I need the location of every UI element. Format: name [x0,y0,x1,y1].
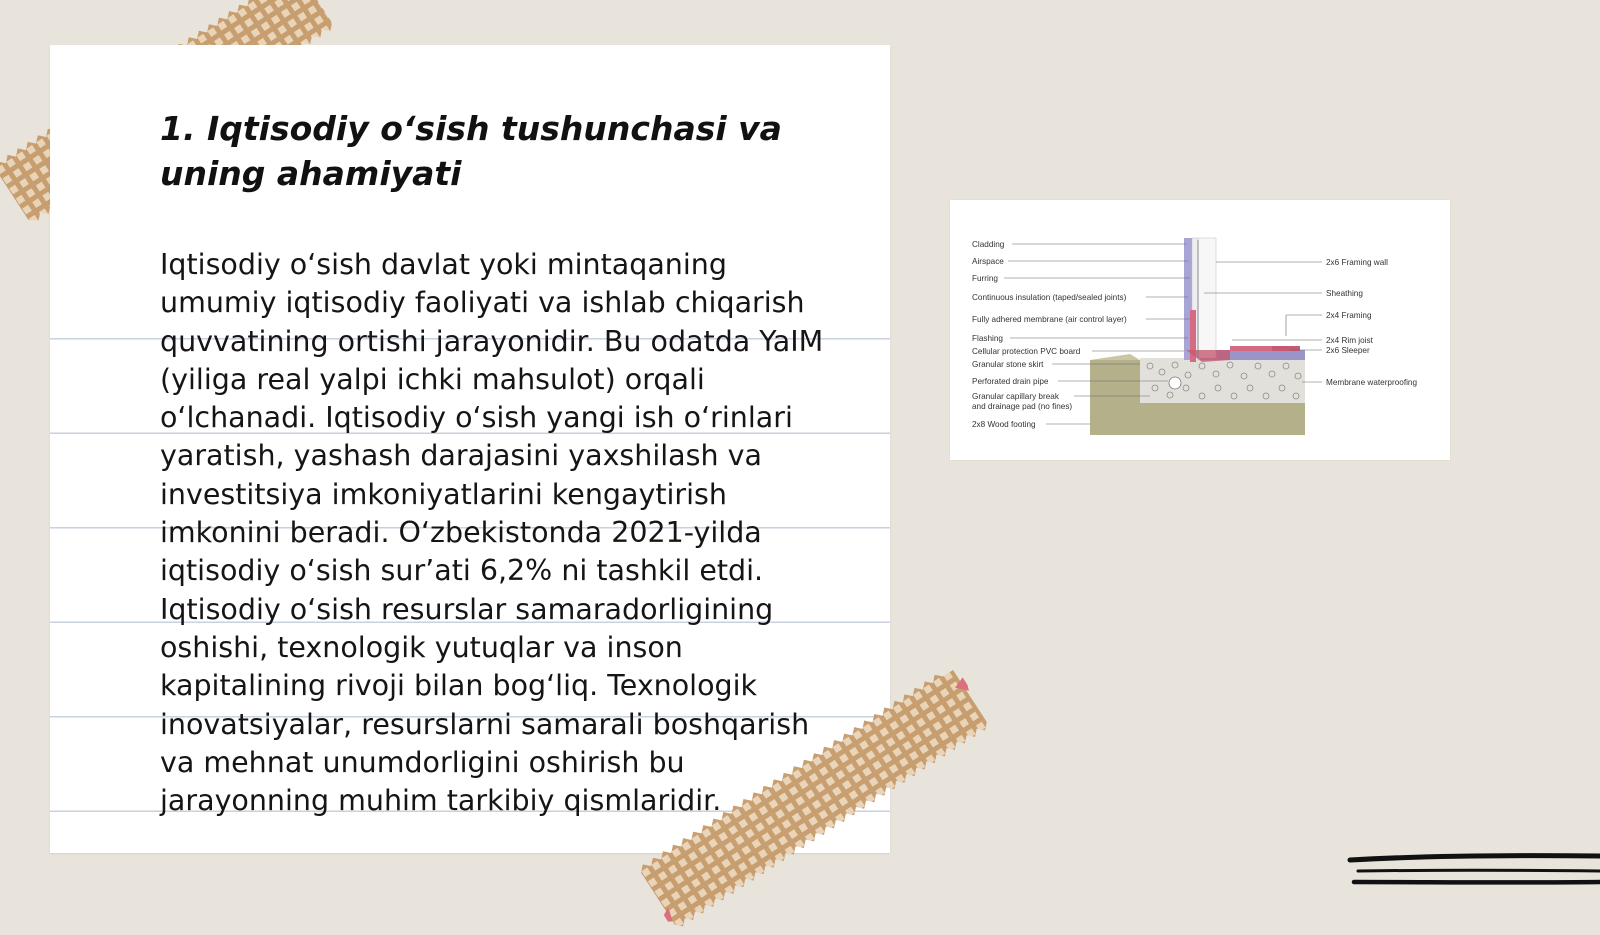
diagram-label-left-7: Cellular protection PVC board [972,347,1081,356]
diagram-label-left-12: 2x8 Wood footing [972,420,1036,429]
drain-pipe [1169,377,1181,389]
slide-body-text: Iqtisodiy o‘sish davlat yoki mintaqaning umumiy iqtisodiy faoliyati va ishlab chiqarish quvvatining ortishi jarayonidir. Bu odatda YaIM (yiliga real yalpi ichki mahsulot) orqali o‘lchanadi. Iqtisodiy o‘sish yangi ish o‘rinlari yaratish, yashash darajasini yaxshilash va investitsiya imkoniyatlarini kengaytirish imkonini beradi. O‘zbekistonda 2021-yilda iqtisodiy o‘sish sur’ati 6,2% ni tashkil etdi. Iqtisodiy o‘sish resurslar samaradorligining oshishi, texnologik yutuqlar va inson kapitalining rivoji bilan bog‘liq. Texnologik inovatsiyalar, resurslarni samarali boshqarish va mehnat unumdorligini oshirish bu jarayonning muhim tarkibiy qismlaridir. [160,248,824,818]
diagram-label-left-4: Continuous insulation (taped/sealed joints) [972,293,1127,302]
diagram-label-left-3: Furring [972,274,998,283]
diagram-label-left-10: Granular capillary break [972,392,1059,401]
diagram-label-right-3: 2x4 Framing [1326,311,1372,320]
diagram-label-left-2: Airspace [972,257,1004,266]
foundation-diagram-illustration [950,200,1450,460]
diagram-label-right-2: Sheathing [1326,289,1363,298]
diagram-label-right-4: 2x4 Rim joist [1326,336,1373,345]
diagram-label-right-5: 2x6 Sleeper [1326,346,1370,355]
decorative-brush-lines [1340,846,1600,900]
diagram-label-left-11: and drainage pad (no fines) [972,402,1073,411]
wall-section-diagram [950,200,1450,460]
diagram-label-left-5: Fully adhered membrane (air control layer) [972,315,1127,324]
brush-stroke-icon [1340,846,1600,896]
diagram-label-right-6: Membrane waterproofing [1326,378,1418,387]
slide-title: 1. Iqtisodiy o‘sish tushunchasi va uning ahamiyati [160,109,782,193]
diagram-label-left-8: Granular stone skirt [972,360,1044,369]
diagram-label-left-6: Flashing [972,334,1003,343]
diagram-label-right-1: 2x6 Framing wall [1326,258,1388,267]
diagram-label-left-1: Cladding [972,240,1005,249]
gravel-pad [1140,358,1305,403]
diagram-label-left-9: Perforated drain pipe [972,377,1049,386]
